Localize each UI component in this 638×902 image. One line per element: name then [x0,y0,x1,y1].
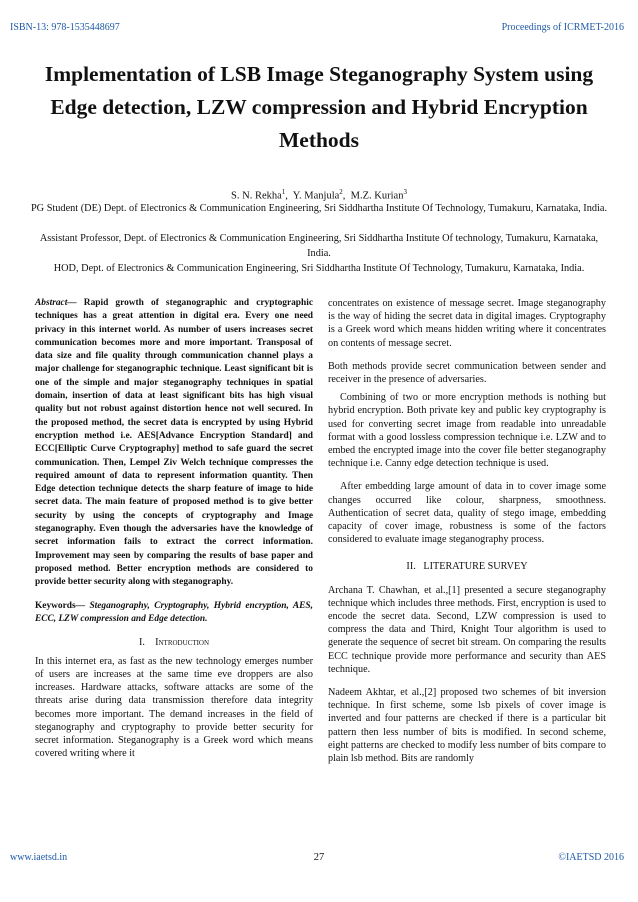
author-1: S. N. Rekha [231,190,282,202]
author-3-mark: 3 [403,188,407,196]
author-2: Y. Manjula [292,190,340,202]
copyright-footer: ©IAETSD 2016 [558,852,624,863]
affiliation-3: HOD, Dept. of Electronics & Communication Engineering, Sri Siddhartha Institute Of Technology, Tumakuru, Karnataka, India. [53,263,585,274]
website-footer: www.iaetsd.in [10,852,68,863]
keywords-label: Keywords— [35,600,85,611]
page-number: 27 [313,852,325,863]
isbn-header: ISBN-13: 978-1535448697 [10,22,120,33]
literature-paragraph-2: Nadeem Akhtar, et al.,[2] proposed two schemes of bit inversion technique. In first scheme, some lsb pixels of cover image is inverted and four patterns are checked if there is a particular bit pattern then less number of bits is modified. In second scheme, eight patterns are checked to modify less number of bits compare to plain lsb method. Bits are randomly [328,687,606,765]
abstract-text: Rapid growth of steganographic and cryptographic techniques has a great attention in digital era. Every one need privacy in this internet world. As number of users increases secret communication becomes more and more important. Transposal of data size and file quality through communication channel plays a major challenge for steganographic technique. Least significant bit is one of the simple and major steganography techniques in spatial domain, insertion of data at least significant bits has high visual quality but not robust against distortion hence not well secured. In the proposed method, the secret data is encrypted by using Hybrid encryption method i.e. AES[Advance Encryption Standard] and ECC[Elliptic Curve Cryptography] method to safe guard the secret communication. Then, Lempel Ziv Welch technique compresses the required amount of data to represent information quantity. Then Edge detection technique detects the sharp feature of image to hide secret data. The main feature of proposed method is to give better security by using the concepts of cryptography and Image steganography. Even though the adversaries have the knowledge of secret information fails to extract the correct information. Improvement may seen by comparing the results of base paper and proposed method. Better encryption methods are considered to provide better security along with steganography. [35,298,313,588]
paper-title: Implementation of LSB Image Steganography System using Edge detection, LZW compression and Hybrid Encryption Methods [44,62,594,152]
left-column [35,297,313,765]
author-1-mark: 1 [281,188,286,196]
author-2-mark: 2 [339,188,343,196]
keywords-text: Steganography, Cryptography, Hybrid encryption, AES, ECC, LZW compression and Edge detection. [35,600,313,624]
right-column [328,297,606,770]
proceedings-header: Proceedings of ICRMET-2016 [501,22,624,33]
abstract [35,297,313,590]
section-heading-introduction: I. Introduction [138,636,210,648]
affiliation-1: PG Student (DE) Dept. of Electronics & Communication Engineering, Sri Siddhartha Institute Of Technology, Tumakuru, Karnataka, India. [30,203,608,214]
author-line: S. N. Rekha$^1$, Y. Manjula$^2$, M.Z. Kurian$^3$ [231,188,407,202]
body-paragraph-4: After embedding large amount of data in to cover image some changes occurred like colour, sharpness, smoothness. Authentication of secret data, quality of stego image, embedding capacity of cover image, robustness is some of the factors considered to evaluate image steganography process. [328,481,606,546]
keywords [35,600,313,626]
author-3: M.Z. Kurian [350,190,404,202]
affiliation-2: Assistant Professor, Dept. of Electronics & Communication Engineering, Sri Siddhartha Institute Of technology, Tumakuru, Karnataka, India. [39,233,599,259]
abstract-label: Abstract— [35,298,77,308]
body-paragraph-2: Both methods provide secret communication between sender and receiver in the presence of adversaries. [328,360,606,386]
intro-paragraph: In this internet era, as fast as the new technology emerges number of users are increases at the same time eve droppers are also increases. Hardware attacks, software attacks are some of the threats arise during data transmission therefore data integrity becomes more important. The demand increases in the field of steganography and cryptography to provide better security for secret information. Steganography is a Greek word which means covered writing where it [35,655,313,760]
section-heading-literature-survey: II. LITERATURE SURVEY [406,561,528,573]
literature-paragraph-1: Archana T. Chawhan, et al.,[1] presented a secure steganography technique which includes three methods. First, encryption is used to encode the secret data. Second, LZW compression is used to compress the data and Third, Knight Tour algorithm is used to generate the sequence of secret bit stream. On comparing the results ECC technique provide more performance and security than AES technique. [328,584,606,675]
body-paragraph-3: Combining of two or more encryption methods is nothing but hybrid encryption. Both private key and public key cryptography is used for converting secret image from readable into unreadable format with a good lossless compression technique i.e. LZW and to embed the encrypted image into the cover file better steganography technique i.e. Canny edge detection technique is used. [328,392,606,470]
body-paragraph-1: concentrates on existence of message secret. Image steganography is the way of hiding the secret data in digital images. Cryptography is a Greek word which means hidden writing where it concentrates on contents of message secret. [328,298,606,349]
